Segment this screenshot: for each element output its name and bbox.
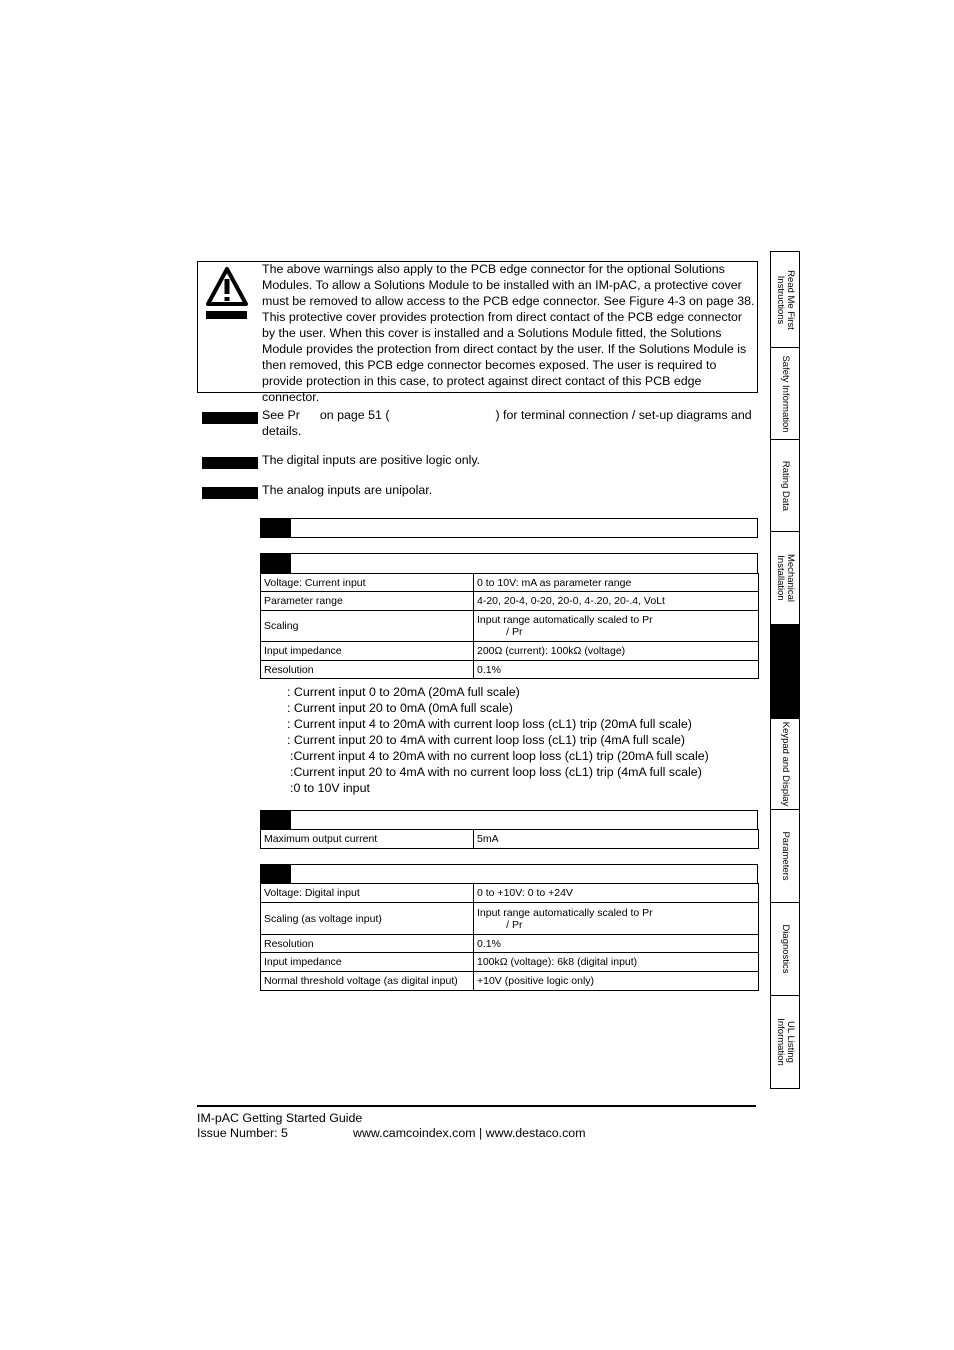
list-item: :Current input 4 to 20mA with no current loop loss (cL1) trip (20mA full scale)	[290, 749, 709, 763]
tab-label: Mechanical Installation	[775, 553, 796, 603]
table-row	[261, 642, 759, 661]
list-item: : Current input 4 to 20mA with current loop loss (cL1) trip (20mA full scale)	[287, 717, 692, 731]
list-item: :0 to 10V input	[290, 781, 370, 795]
table-cell: +10V (positive logic only)	[474, 972, 759, 991]
note-bar	[202, 412, 258, 424]
tab-current-chapter[interactable]	[771, 625, 799, 719]
table-cell: Resolution	[261, 661, 474, 679]
table-cell: Input impedance	[261, 953, 474, 972]
table-cell: 200Ω (current): 100kΩ (voltage)	[474, 642, 759, 661]
table-row	[261, 592, 759, 611]
tab-rating-data[interactable]	[771, 440, 799, 532]
table-number-block	[261, 865, 291, 883]
table-row	[261, 574, 759, 592]
table-cell: Scaling (as voltage input)	[261, 903, 474, 935]
table-row	[261, 972, 759, 991]
note-text-c: ) for terminal connection / set-up diagrams and details.	[262, 408, 752, 438]
note-digital-inputs: The digital inputs are positive logic only.	[262, 453, 481, 467]
table-row	[261, 903, 759, 935]
input-mode-list	[287, 684, 709, 796]
tab-label: Diagnostics	[780, 924, 791, 974]
table-cell: Voltage: Current input	[261, 574, 474, 592]
warning-text: The above warnings also apply to the PCB edge connector for the optional Solutions Modules. To allow a Solutions Module to be installed with an IM-pAC, a protective cover must be removed to allow access to the PCB edge connector. See Figure 4-3 on page 38. This protective cover provides protection from direct contact of the PCB edge connector by the user. When this cover is installed and a Solutions Module fitted, the Solutions Module provides the protection from direct contact by the user. If the Solutions Module is then removed, this PCB edge connector becomes exposed. The user is required to provide protection in this case, to protect against direct contact of this PCB edge connector.	[262, 262, 755, 404]
table-row	[261, 935, 759, 953]
note-parameter-reference	[262, 407, 756, 439]
tab-read-me-first[interactable]	[771, 252, 799, 348]
note-text-b: on page 51 (	[319, 408, 390, 422]
table-cell: Scaling	[261, 611, 474, 642]
list-item: :Current input 20 to 4mA with no current loop loss (cL1) trip (4mA full scale)	[290, 765, 702, 779]
tab-label: Rating Data	[780, 460, 791, 511]
table-cell: Input range automatically scaled to Pr / Pr	[474, 903, 759, 935]
output-spec-table	[260, 829, 759, 849]
table-cell: 100kΩ (voltage): 6k8 (digital input)	[474, 953, 759, 972]
footer-rule	[197, 1105, 756, 1107]
tab-label: Read Me First Instructions	[775, 269, 796, 330]
list-item: : Current input 0 to 20mA (20mA full scale)	[287, 685, 520, 699]
table-number-block	[261, 811, 291, 829]
table-header	[260, 810, 758, 830]
table-cell: Resolution	[261, 935, 474, 953]
table-row	[261, 884, 759, 903]
table-cell: Maximum output current	[261, 830, 474, 849]
table-cell: Voltage: Digital input	[261, 884, 474, 903]
chapter-tabs	[770, 251, 800, 1089]
list-item: : Current input 20 to 0mA (0mA full scale)	[287, 701, 513, 715]
table-header	[260, 864, 758, 884]
tab-ul-listing-information[interactable]	[771, 996, 799, 1088]
tab-keypad-and-display[interactable]	[771, 719, 799, 810]
tab-label: UL Listing Information	[775, 1018, 796, 1066]
table-cell: Normal threshold voltage (as digital input)	[261, 972, 474, 991]
tab-label: Parameters	[780, 831, 791, 881]
table-row	[261, 661, 759, 679]
table-cell: Input impedance	[261, 642, 474, 661]
table-cell: 0 to +10V: 0 to +24V	[474, 884, 759, 903]
tab-parameters[interactable]	[771, 810, 799, 903]
note-bar	[202, 457, 258, 469]
table-cell: 0.1%	[474, 935, 759, 953]
table-row	[261, 953, 759, 972]
tab-label: Keypad and Display	[780, 721, 791, 807]
table-cell: 0 to 10V: mA as parameter range	[474, 574, 759, 592]
digital-analog-input-spec-table	[260, 883, 759, 991]
footer-guide-title: IM-pAC Getting Started Guide	[197, 1111, 363, 1125]
table-cell: 5mA	[474, 830, 759, 849]
section-header	[260, 518, 758, 538]
section-number-block	[261, 519, 291, 537]
table-header	[260, 553, 758, 574]
footer-website: www.camcoindex.com | www.destaco.com	[353, 1126, 586, 1140]
tab-mechanical-installation[interactable]	[771, 532, 799, 625]
tab-diagnostics[interactable]	[771, 903, 799, 996]
table-cell: 0.1%	[474, 661, 759, 679]
note-bar	[202, 487, 258, 499]
list-item: : Current input 20 to 4mA with current loop loss (cL1) trip (4mA full scale)	[287, 733, 686, 747]
tab-safety-information[interactable]	[771, 348, 799, 440]
analog-input-spec-table	[260, 573, 759, 679]
note-text-a: See Pr	[262, 408, 300, 422]
tab-label: Safety Information	[780, 354, 791, 433]
footer-issue-number: Issue Number: 5	[197, 1126, 288, 1140]
note-analog-inputs: The analog inputs are unipolar.	[262, 483, 433, 497]
table-cell: Input range automatically scaled to Pr / Pr	[474, 611, 759, 642]
table-row	[261, 611, 759, 642]
table-number-block	[261, 554, 291, 573]
table-cell: Parameter range	[261, 592, 474, 611]
table-row	[261, 830, 759, 849]
warning-triangle-icon	[205, 266, 249, 322]
table-cell: 4-20, 20-4, 0-20, 20-0, 4-.20, 20-.4, VoLt	[474, 592, 759, 611]
